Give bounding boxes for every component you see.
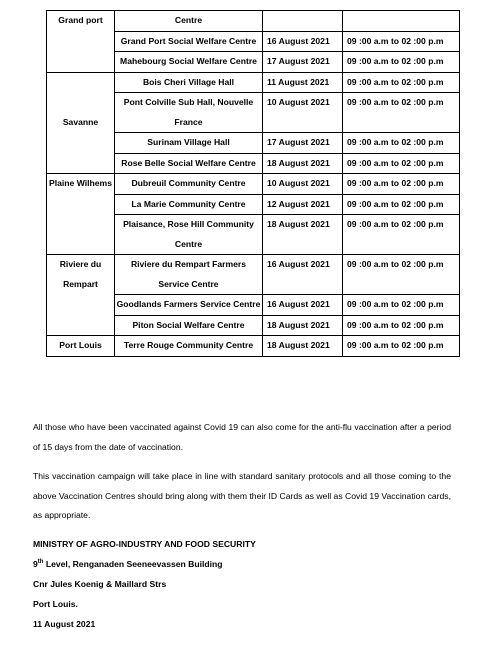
level-building: Level, Renganaden Seeneevassen Building xyxy=(43,559,223,569)
centre-cell: Plaisance, Rose Hill Community Centre xyxy=(115,215,263,255)
date-cell: 18 August 2021 xyxy=(263,315,343,336)
anti-flu-paragraph: All those who have been vaccinated against Covid 19 can also come for the anti-flu vaccination after a period of 15 days from the date of vaccination. xyxy=(33,422,451,452)
time-cell: 09 :00 a.m to 02 :00 p.m xyxy=(343,255,460,295)
ministry-name: MINISTRY OF AGRO-INDUSTRY AND FOOD SECURITY xyxy=(33,539,256,549)
table-row xyxy=(47,255,460,295)
date-cell: 17 August 2021 xyxy=(263,133,343,154)
district-cell: Grand port xyxy=(47,11,115,73)
time-cell xyxy=(343,11,460,32)
time-cell: 09 :00 a.m to 02 :00 p.m xyxy=(343,194,460,215)
centre-cell: Dubreuil Community Centre xyxy=(115,174,263,195)
centre-cell: Centre xyxy=(115,11,263,32)
time-cell: 09 :00 a.m to 02 :00 p.m xyxy=(343,72,460,93)
centre-cell: Rose Belle Social Welfare Centre xyxy=(115,153,263,174)
centre-cell: Bois Cheri Village Hall xyxy=(115,72,263,93)
district-cell: Savanne xyxy=(47,72,115,174)
level-suffix: th xyxy=(37,559,44,566)
date-cell: 16 August 2021 xyxy=(263,255,343,295)
table-row xyxy=(47,72,460,93)
centre-cell: Grand Port Social Welfare Centre xyxy=(115,31,263,52)
time-cell: 09 :00 a.m to 02 :00 p.m xyxy=(343,315,460,336)
address-level xyxy=(33,558,223,570)
time-cell: 09 :00 a.m to 02 :00 p.m xyxy=(343,153,460,174)
date-cell: 16 August 2021 xyxy=(263,31,343,52)
time-cell: 09 :00 a.m to 02 :00 p.m xyxy=(343,133,460,154)
time-cell: 09 :00 a.m to 02 :00 p.m xyxy=(343,295,460,316)
centre-cell: Piton Social Welfare Centre xyxy=(115,315,263,336)
time-cell: 09 :00 a.m to 02 :00 p.m xyxy=(343,174,460,195)
district-cell: Plaine Wilhems xyxy=(47,174,115,255)
centre-cell: Pont Colville Sub Hall, Nouvelle France xyxy=(115,93,263,133)
vaccination-schedule-table xyxy=(46,10,460,357)
table-row xyxy=(47,336,460,357)
date-cell xyxy=(263,11,343,32)
centre-cell: La Marie Community Centre xyxy=(115,194,263,215)
date-cell: 10 August 2021 xyxy=(263,174,343,195)
centre-cell: Goodlands Farmers Service Centre xyxy=(115,295,263,316)
notice-date: 11 August 2021 xyxy=(33,619,96,629)
district-cell: Riviere du Rempart xyxy=(47,255,115,336)
address-street: Cnr Jules Koenig & Maillard Strs xyxy=(33,579,167,589)
time-cell: 09 :00 a.m to 02 :00 p.m xyxy=(343,215,460,255)
date-cell: 10 August 2021 xyxy=(263,93,343,133)
address-city: Port Louis. xyxy=(33,599,78,609)
time-cell: 09 :00 a.m to 02 :00 p.m xyxy=(343,31,460,52)
date-cell: 18 August 2021 xyxy=(263,215,343,255)
date-cell: 12 August 2021 xyxy=(263,194,343,215)
centre-cell: Mahebourg Social Welfare Centre xyxy=(115,52,263,73)
date-cell: 17 August 2021 xyxy=(263,52,343,73)
campaign-paragraph: This vaccination campaign will take place in line with standard sanitary protocols and all those coming to the above Vaccination Centres should bring along with them their ID Cards as well as Covid 19 Vaccination cards, as appropriate. xyxy=(33,471,451,520)
time-cell: 09 :00 a.m to 02 :00 p.m xyxy=(343,93,460,133)
centre-cell: Surinam Village Hall xyxy=(115,133,263,154)
time-cell: 09 :00 a.m to 02 :00 p.m xyxy=(343,52,460,73)
date-cell: 18 August 2021 xyxy=(263,336,343,357)
time-cell: 09 :00 a.m to 02 :00 p.m xyxy=(343,336,460,357)
table-row xyxy=(47,174,460,195)
centre-cell: Riviere du Rempart Farmers Service Centre xyxy=(115,255,263,295)
date-cell: 16 August 2021 xyxy=(263,295,343,316)
table-row xyxy=(47,11,460,32)
centre-cell: Terre Rouge Community Centre xyxy=(115,336,263,357)
date-cell: 11 August 2021 xyxy=(263,72,343,93)
level-number: 9 xyxy=(33,559,38,569)
date-cell: 18 August 2021 xyxy=(263,153,343,174)
district-cell: Port Louis xyxy=(47,336,115,357)
